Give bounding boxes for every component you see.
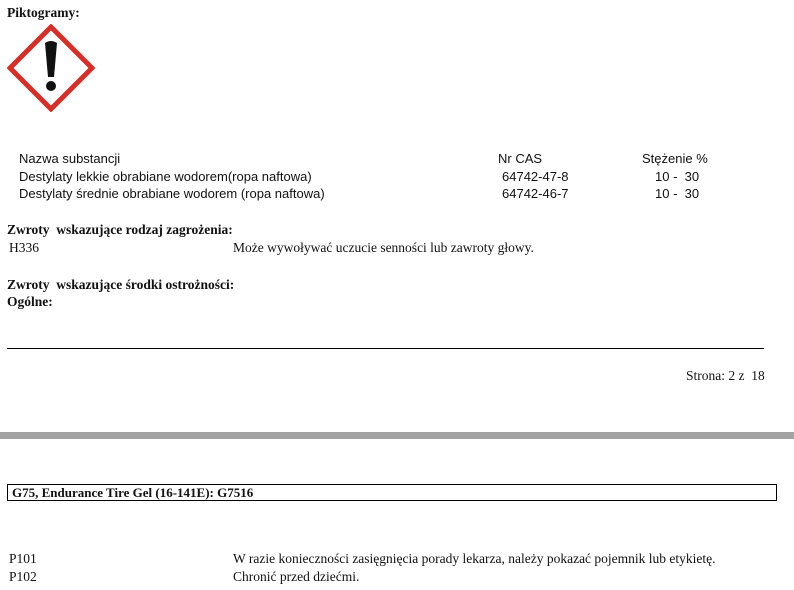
substance-row-2-name: Destylaty średnie obrabiane wodorem (ropa naftowa) (19, 186, 325, 201)
substance-row-2-concentration: 10 - 30 (655, 186, 700, 201)
precaution-text-p101: W razie konieczności zasięgnięcia porady lekarza, należy pokazać pojemnik lub etykietę. (233, 551, 716, 566)
footer-divider (7, 348, 764, 349)
exclamation-mark-diamond-icon (7, 24, 95, 112)
col-header-cas: Nr CAS (498, 151, 543, 166)
precaution-heading: Zwroty wskazujące środki ostrożności: (7, 277, 235, 292)
substance-row-1-name: Destylaty lekkie obrabiane wodorem(ropa naftowa) (19, 169, 312, 184)
precaution-general-label: Ogólne: (7, 294, 53, 309)
hazard-text: Może wywoływać uczucie senności lub zawroty głowy. (233, 240, 534, 255)
substance-row-1-concentration: 10 - 30 (655, 169, 700, 184)
substance-row-1-cas: 64742-47-8 (502, 169, 569, 184)
hazard-heading: Zwroty wskazujące rodzaj zagrożenia: (7, 222, 233, 237)
col-header-substance-name: Nazwa substancji (19, 151, 121, 166)
col-header-concentration: Stężenie % (642, 151, 708, 166)
precaution-text-p102: Chronić przed dziećmi. (233, 569, 360, 584)
page-number: Strona: 2 z 18 (686, 368, 765, 383)
hazard-code: H336 (9, 240, 39, 255)
precaution-code-p101: P101 (9, 551, 37, 566)
document-header (7, 484, 777, 501)
page-separator (0, 432, 794, 439)
pictograms-heading: Piktogramy: (7, 5, 80, 20)
document-header-title: G75, Endurance Tire Gel (16-141E): G7516 (12, 485, 254, 500)
substance-row-2-cas: 64742-46-7 (502, 186, 569, 201)
precaution-code-p102: P102 (9, 569, 37, 584)
